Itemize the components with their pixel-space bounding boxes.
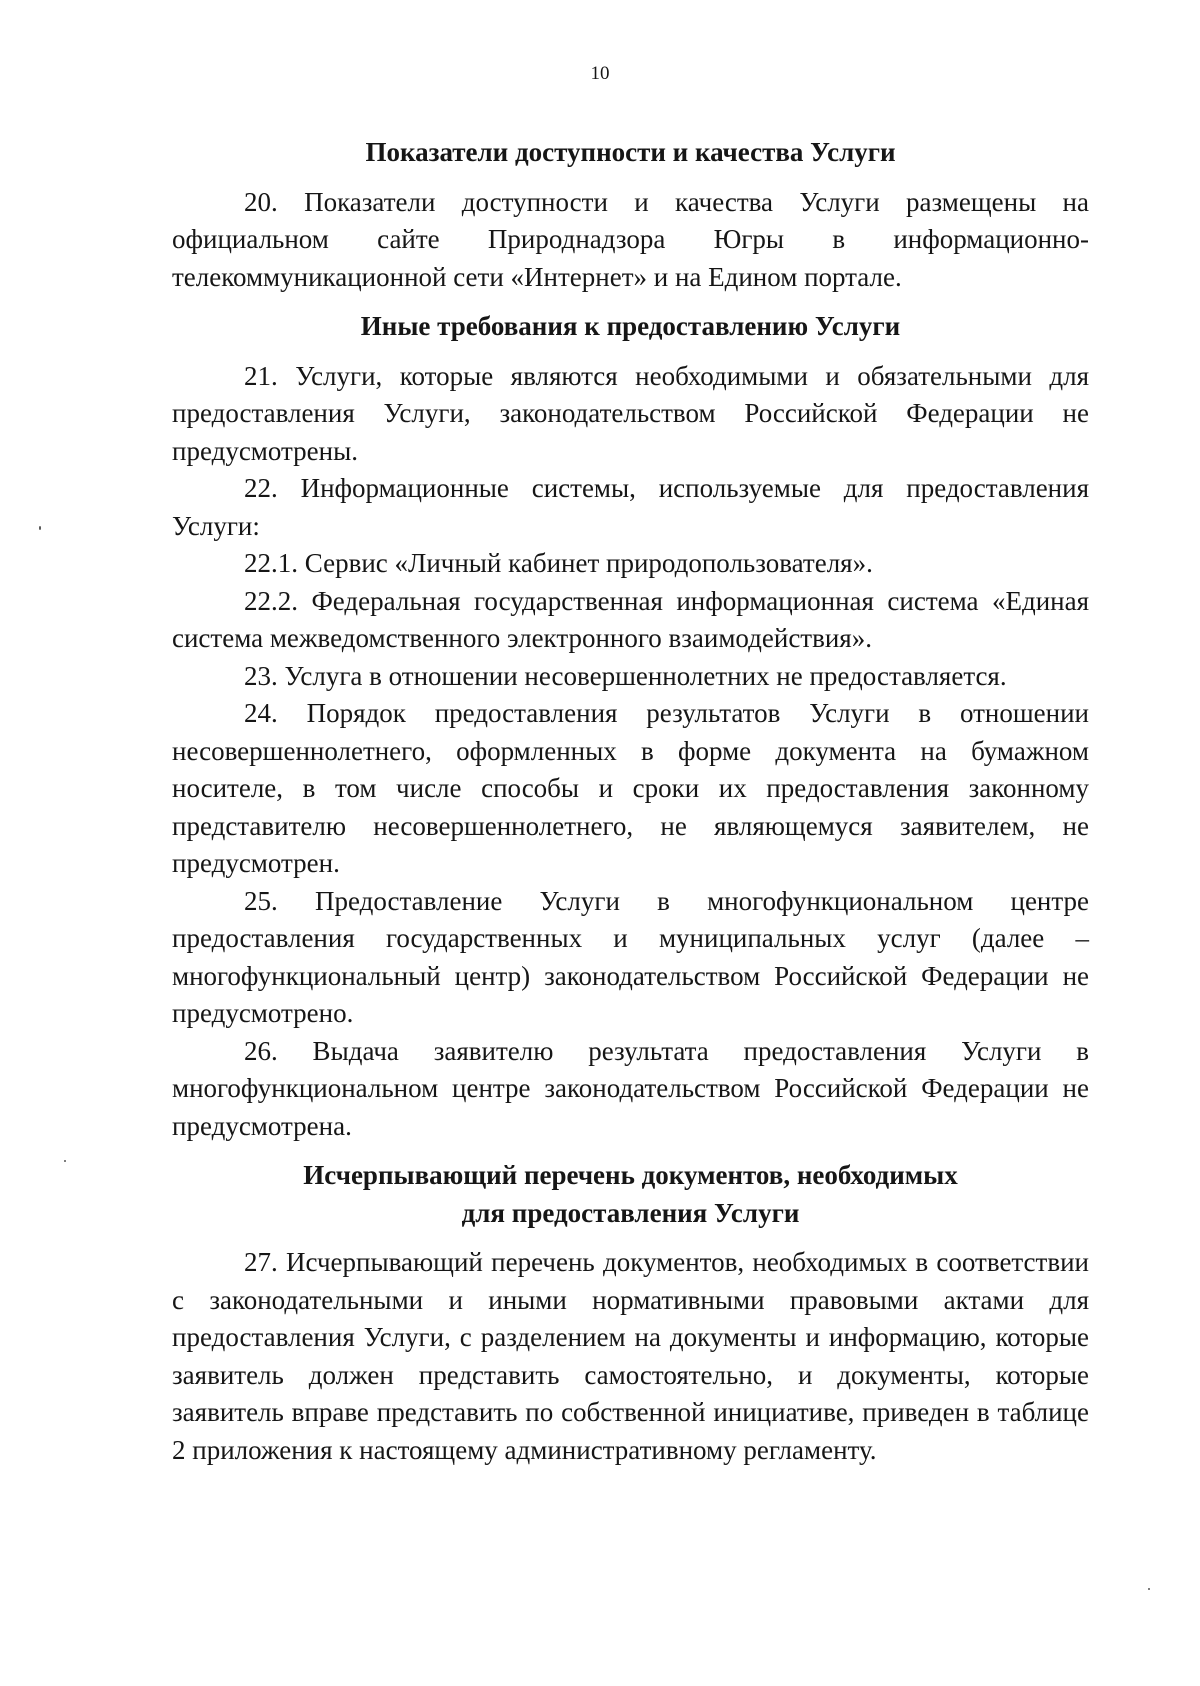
paragraph-26: 26. Выдача заявителю результата предоставления Услуги в многофункциональном центре законодательством Российской Федерации не предусмотрена. bbox=[172, 1035, 1089, 1141]
paragraph-22-2: 22.2. Федеральная государственная информационная система «Единая система межведомственного электронного взаимодействия». bbox=[172, 585, 1089, 653]
document-body bbox=[172, 134, 1089, 1469]
section-heading-availability: Показатели доступности и качества Услуги bbox=[365, 137, 896, 167]
section-heading-documents bbox=[172, 1157, 1089, 1232]
paragraph-24: 24. Порядок предоставления результатов Услуги в отношении несовершеннолетнего, оформленных в форме документа на бумажном носителе, в том числе способы и сроки их предоставления законному представителю несовершеннолетнего, не являющемуся заявителем, не предусмотрен. bbox=[172, 698, 1089, 878]
section-heading-documents-line-2: для предоставления Услуги bbox=[461, 1197, 800, 1228]
paragraph-27: 27. Исчерпывающий перечень документов, необходимых в соответствии с законодательными и иными нормативными правовыми актами для предоставления Услуги, с разделением на документы и информацию, которые заявитель должен представить самостоятельно, и документы, которые заявитель вправе представить по собственной инициативе, приведен в таблице 2 приложения к настоящему административному регламенту. bbox=[172, 1247, 1089, 1465]
scan-speck-right-margin bbox=[1148, 1588, 1150, 1590]
paragraph-21: 21. Услуги, которые являются необходимыми и обязательными для предоставления Услуги, законодательством Российской Федерации не предусмотрены. bbox=[172, 360, 1089, 466]
paragraph-25: 25. Предоставление Услуги в многофункциональном центре предоставления государственных и муниципальных услуг (далее – многофункциональный центр) законодательством Российской Федерации не предусмотрено. bbox=[172, 885, 1089, 1028]
paragraph-23: 23. Услуга в отношении несовершеннолетних не предоставляется. bbox=[244, 660, 1007, 691]
page-number: 10 bbox=[590, 63, 610, 84]
paragraph-20: 20. Показатели доступности и качества Услуги размещены на официальном сайте Природнадзора Югры в информационно-телекоммуникационной сети «Интернет» и на Едином портале. bbox=[172, 186, 1089, 292]
scan-speck-left-margin bbox=[64, 1160, 66, 1162]
scan-speck-left-margin bbox=[39, 526, 41, 530]
paragraph-22: 22. Информационные системы, используемые для предоставления Услуги: bbox=[172, 473, 1089, 541]
section-heading-other-requirements: Иные требования к предоставлению Услуги bbox=[360, 311, 901, 341]
section-heading-documents-line-1: Исчерпывающий перечень документов, необходимых bbox=[303, 1160, 958, 1190]
paragraph-22-1: 22.1. Сервис «Личный кабинет природопользователя». bbox=[244, 548, 873, 578]
